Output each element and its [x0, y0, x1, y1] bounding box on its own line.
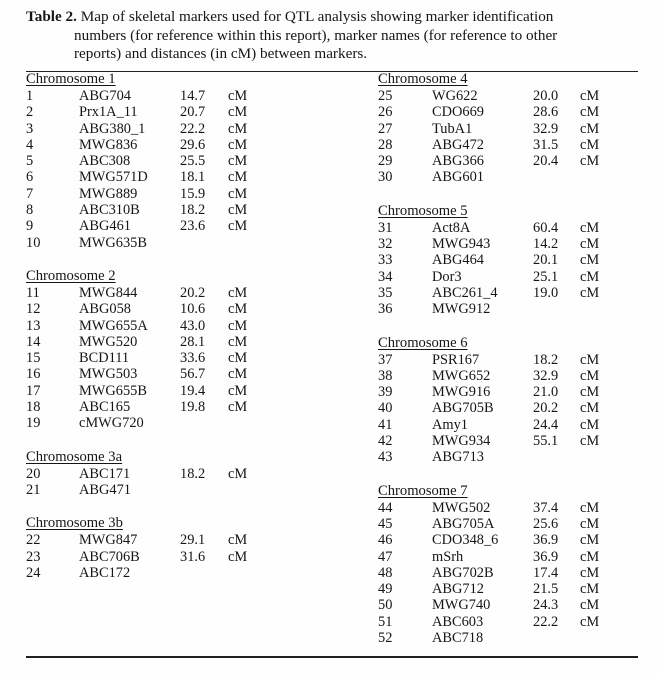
- marker-distance: 20.1: [533, 252, 559, 269]
- marker-distance: 29.1: [180, 532, 206, 549]
- chromosome-heading: Chromosome 7: [378, 482, 468, 499]
- chromosome-group: [378, 202, 640, 318]
- distance-unit: cM: [580, 416, 600, 433]
- caption-line-1: [26, 8, 638, 27]
- marker-number: 41: [378, 416, 393, 433]
- marker-name: MWG571D: [79, 169, 148, 186]
- marker-distance: 28.1: [180, 333, 206, 350]
- marker-number: 37: [378, 351, 393, 368]
- marker-name: TubA1: [432, 120, 473, 137]
- marker-distance: 20.2: [180, 284, 206, 301]
- marker-row: [26, 549, 336, 565]
- marker-distance: 20.2: [533, 400, 559, 417]
- distance-unit: cM: [580, 351, 600, 368]
- marker-number: 4: [26, 136, 34, 153]
- marker-name: MWG635B: [79, 234, 147, 251]
- chromosome-heading: Chromosome 1: [26, 71, 116, 87]
- marker-distance: 60.4: [533, 219, 559, 236]
- marker-distance: 23.6: [180, 218, 206, 235]
- marker-name: MWG520: [79, 333, 138, 350]
- marker-name: ABG705B: [432, 400, 494, 417]
- marker-distance: 19.4: [180, 382, 206, 399]
- distance-unit: cM: [228, 399, 248, 416]
- marker-row: [26, 482, 336, 498]
- group-spacer: [26, 432, 336, 448]
- marker-row: [26, 466, 336, 482]
- distance-unit: cM: [580, 252, 600, 269]
- distance-unit: cM: [580, 236, 600, 253]
- marker-number: 24: [26, 564, 41, 581]
- distance-unit: cM: [228, 169, 248, 186]
- marker-name: ABC308: [79, 153, 131, 170]
- marker-distance: 20.4: [533, 153, 559, 170]
- marker-number: 17: [26, 382, 41, 399]
- marker-number: 6: [26, 169, 34, 186]
- marker-row: [378, 220, 640, 236]
- marker-distance: 32.9: [533, 120, 559, 137]
- marker-number: 39: [378, 384, 393, 401]
- distance-unit: cM: [228, 136, 248, 153]
- marker-distance: 20.0: [533, 88, 559, 104]
- marker-number: 29: [378, 153, 393, 170]
- marker-name: ABG461: [79, 218, 131, 235]
- marker-name: MWG943: [432, 236, 491, 253]
- distance-unit: cM: [580, 433, 600, 450]
- marker-row: [26, 318, 336, 334]
- caption-line-2: numbers (for reference within this report), marker names (for reference to other: [74, 26, 558, 44]
- marker-number: 49: [378, 581, 393, 598]
- marker-row: [378, 384, 640, 400]
- marker-row: [378, 301, 640, 317]
- marker-number: 14: [26, 333, 41, 350]
- marker-row: [378, 532, 640, 548]
- marker-name: MWG655B: [79, 382, 147, 399]
- marker-row: [26, 285, 336, 301]
- marker-row: [26, 88, 336, 104]
- marker-name: BCD111: [79, 350, 130, 367]
- marker-row: [26, 565, 336, 581]
- marker-name: ABG380_1: [79, 120, 146, 137]
- marker-distance: 56.7: [180, 366, 206, 383]
- left-column: [26, 70, 336, 581]
- marker-distance: 14.7: [180, 88, 206, 104]
- distance-unit: cM: [228, 333, 248, 350]
- marker-row: [378, 169, 640, 185]
- marker-row: [378, 597, 640, 613]
- marker-number: 12: [26, 301, 41, 318]
- marker-number: 13: [26, 317, 41, 334]
- marker-name: ABC310B: [79, 202, 140, 219]
- marker-name: ABG601: [432, 169, 484, 186]
- marker-row: [378, 516, 640, 532]
- marker-number: 46: [378, 532, 393, 549]
- marker-row: [378, 269, 640, 285]
- marker-name: ABG058: [79, 301, 131, 318]
- marker-distance: 19.0: [533, 284, 559, 301]
- marker-name: MWG652: [432, 367, 491, 384]
- marker-distance: 36.9: [533, 548, 559, 565]
- distance-unit: cM: [580, 367, 600, 384]
- marker-name: ABG705A: [432, 515, 495, 532]
- marker-number: 2: [26, 104, 34, 121]
- marker-distance: 18.2: [180, 465, 206, 482]
- marker-name: MWG916: [432, 384, 491, 401]
- marker-number: 1: [26, 88, 34, 104]
- marker-distance: 33.6: [180, 350, 206, 367]
- marker-row: [378, 581, 640, 597]
- marker-name: CDO348_6: [432, 532, 499, 549]
- marker-number: 48: [378, 564, 393, 581]
- marker-distance: 10.6: [180, 301, 206, 318]
- marker-distance: 37.4: [533, 499, 559, 516]
- marker-distance: 18.2: [533, 351, 559, 368]
- distance-unit: cM: [580, 515, 600, 532]
- marker-row: [26, 350, 336, 366]
- marker-distance: 36.9: [533, 532, 559, 549]
- marker-name: ABG472: [432, 136, 484, 153]
- distance-unit: cM: [580, 499, 600, 516]
- marker-distance: 29.6: [180, 136, 206, 153]
- marker-name: ABG366: [432, 153, 484, 170]
- marker-row: [378, 368, 640, 384]
- marker-row: [26, 104, 336, 120]
- marker-name: ABG471: [79, 481, 131, 498]
- marker-name: Prx1A_11: [79, 104, 138, 121]
- marker-row: [378, 565, 640, 581]
- marker-row: [378, 400, 640, 416]
- marker-row: [378, 433, 640, 449]
- distance-unit: cM: [580, 219, 600, 236]
- marker-distance: 19.8: [180, 399, 206, 416]
- marker-distance: 25.5: [180, 153, 206, 170]
- chromosome-group: [378, 70, 640, 186]
- marker-row: [26, 399, 336, 415]
- marker-name: MWG889: [79, 185, 138, 202]
- marker-distance: 22.2: [533, 613, 559, 630]
- marker-name: MWG844: [79, 284, 138, 301]
- chromosome-heading: Chromosome 3a: [26, 448, 123, 465]
- marker-name: Amy1: [432, 416, 468, 433]
- marker-number: 30: [378, 169, 393, 186]
- distance-unit: cM: [228, 317, 248, 334]
- marker-name: MWG912: [432, 301, 491, 318]
- distance-unit: cM: [580, 120, 600, 137]
- distance-unit: cM: [228, 301, 248, 318]
- marker-distance: 43.0: [180, 317, 206, 334]
- marker-number: 27: [378, 120, 393, 137]
- marker-distance: 18.2: [180, 202, 206, 219]
- marker-number: 52: [378, 630, 393, 647]
- distance-unit: cM: [228, 202, 248, 219]
- chromosome-heading: Chromosome 2: [26, 267, 116, 284]
- distance-unit: cM: [228, 284, 248, 301]
- marker-distance: 15.9: [180, 185, 206, 202]
- marker-row: [26, 202, 336, 218]
- marker-distance: 20.7: [180, 104, 206, 121]
- marker-row: [378, 252, 640, 268]
- distance-unit: cM: [580, 136, 600, 153]
- marker-number: 16: [26, 366, 41, 383]
- marker-distance: 25.6: [533, 515, 559, 532]
- marker-row: [378, 137, 640, 153]
- marker-number: 32: [378, 236, 393, 253]
- marker-row: [26, 186, 336, 202]
- marker-number: 34: [378, 268, 393, 285]
- marker-name: mSrh: [432, 548, 464, 565]
- marker-name: ABG712: [432, 581, 484, 598]
- marker-number: 20: [26, 465, 41, 482]
- distance-unit: cM: [580, 532, 600, 549]
- marker-number: 45: [378, 515, 393, 532]
- marker-name: ABC718: [432, 630, 484, 647]
- marker-number: 28: [378, 136, 393, 153]
- marker-name: MWG502: [432, 499, 491, 516]
- marker-row: [26, 169, 336, 185]
- marker-number: 18: [26, 399, 41, 416]
- distance-unit: cM: [580, 284, 600, 301]
- distance-unit: cM: [228, 382, 248, 399]
- marker-name: ABC165: [79, 399, 131, 416]
- marker-row: [26, 218, 336, 234]
- right-column: [378, 70, 640, 646]
- marker-number: 9: [26, 218, 34, 235]
- marker-row: [378, 630, 640, 646]
- marker-distance: 25.1: [533, 268, 559, 285]
- marker-number: 40: [378, 400, 393, 417]
- marker-row: [378, 121, 640, 137]
- marker-distance: 22.2: [180, 120, 206, 137]
- distance-unit: cM: [228, 88, 248, 104]
- marker-number: 31: [378, 219, 393, 236]
- marker-row: [378, 352, 640, 368]
- marker-number: 5: [26, 153, 34, 170]
- marker-distance: 55.1: [533, 433, 559, 450]
- table-caption: [26, 8, 638, 64]
- distance-unit: cM: [228, 532, 248, 549]
- chromosome-heading: Chromosome 3b: [26, 515, 123, 532]
- distance-unit: cM: [580, 400, 600, 417]
- marker-distance: 21.5: [533, 581, 559, 598]
- marker-name: ABG704: [79, 88, 131, 104]
- table-label: Table 2.: [26, 8, 77, 25]
- group-spacer: [26, 498, 336, 514]
- marker-name: ABG713: [432, 449, 484, 466]
- marker-name: MWG934: [432, 433, 491, 450]
- chromosome-heading: Chromosome 4: [378, 71, 468, 87]
- marker-number: 50: [378, 597, 393, 614]
- caption-text-1: Map of skeletal markers used for QTL analysis showing marker identification: [80, 8, 554, 25]
- marker-number: 21: [26, 481, 41, 498]
- marker-name: MWG847: [79, 532, 138, 549]
- marker-name: ABG464: [432, 252, 484, 269]
- marker-row: [378, 285, 640, 301]
- distance-unit: cM: [228, 120, 248, 137]
- distance-unit: cM: [228, 185, 248, 202]
- group-spacer: [378, 318, 640, 334]
- marker-row: [26, 301, 336, 317]
- marker-name: MWG740: [432, 597, 491, 614]
- marker-row: [378, 549, 640, 565]
- distance-unit: cM: [228, 153, 248, 170]
- chromosome-group: [378, 482, 640, 647]
- marker-distance: 28.6: [533, 104, 559, 121]
- caption-line-3: reports) and distances (in cM) between markers.: [74, 45, 368, 62]
- distance-unit: cM: [228, 465, 248, 482]
- distance-unit: cM: [228, 350, 248, 367]
- marker-row: [378, 88, 640, 104]
- marker-number: 36: [378, 301, 393, 318]
- marker-number: 22: [26, 532, 41, 549]
- distance-unit: cM: [580, 153, 600, 170]
- group-spacer: [26, 251, 336, 267]
- marker-distance: 24.3: [533, 597, 559, 614]
- marker-name: MWG503: [79, 366, 138, 383]
- distance-unit: cM: [228, 366, 248, 383]
- marker-number: 7: [26, 185, 34, 202]
- marker-row: [378, 153, 640, 169]
- distance-unit: cM: [228, 218, 248, 235]
- distance-unit: cM: [228, 104, 248, 121]
- marker-name: ABC171: [79, 465, 131, 482]
- chromosome-group: [26, 448, 336, 499]
- marker-number: 35: [378, 284, 393, 301]
- group-spacer: [378, 466, 640, 482]
- marker-row: [378, 449, 640, 465]
- marker-number: 26: [378, 104, 393, 121]
- marker-distance: 14.2: [533, 236, 559, 253]
- marker-name: ABC603: [432, 613, 484, 630]
- marker-row: [26, 121, 336, 137]
- chromosome-group: [26, 514, 336, 581]
- marker-row: [26, 137, 336, 153]
- distance-unit: cM: [580, 268, 600, 285]
- marker-name: PSR167: [432, 351, 480, 368]
- marker-row: [26, 153, 336, 169]
- distance-unit: cM: [580, 564, 600, 581]
- marker-name: ABG702B: [432, 564, 494, 581]
- chromosome-group: [378, 334, 640, 466]
- marker-distance: 32.9: [533, 367, 559, 384]
- marker-row: [378, 236, 640, 252]
- distance-unit: cM: [580, 104, 600, 121]
- marker-number: 25: [378, 88, 393, 104]
- marker-row: [26, 383, 336, 399]
- marker-number: 44: [378, 499, 393, 516]
- marker-row: [378, 417, 640, 433]
- distance-unit: cM: [580, 88, 600, 104]
- chromosome-group: [26, 70, 336, 251]
- marker-name: WG622: [432, 88, 478, 104]
- marker-name: CDO669: [432, 104, 484, 121]
- marker-number: 10: [26, 234, 41, 251]
- marker-distance: 31.5: [533, 136, 559, 153]
- marker-number: 23: [26, 548, 41, 565]
- chromosome-group: [26, 267, 336, 432]
- marker-row: [26, 235, 336, 251]
- marker-name: Act8A: [432, 219, 471, 236]
- distance-unit: cM: [228, 548, 248, 565]
- marker-number: 19: [26, 415, 41, 432]
- marker-row: [26, 366, 336, 382]
- marker-name: MWG836: [79, 136, 138, 153]
- marker-number: 8: [26, 202, 34, 219]
- chromosome-heading: Chromosome 6: [378, 334, 468, 351]
- distance-unit: cM: [580, 581, 600, 598]
- marker-row: [26, 532, 336, 548]
- chromosome-heading: Chromosome 5: [378, 202, 468, 219]
- marker-row: [26, 334, 336, 350]
- marker-row: [378, 500, 640, 516]
- marker-distance: 24.4: [533, 416, 559, 433]
- marker-number: 11: [26, 284, 40, 301]
- marker-number: 33: [378, 252, 393, 269]
- marker-name: ABC706B: [79, 548, 140, 565]
- marker-name: cMWG720: [79, 415, 144, 432]
- marker-name: MWG655A: [79, 317, 148, 334]
- distance-unit: cM: [580, 548, 600, 565]
- marker-name: Dor3: [432, 268, 462, 285]
- marker-distance: 17.4: [533, 564, 559, 581]
- marker-number: 47: [378, 548, 393, 565]
- distance-unit: cM: [580, 384, 600, 401]
- marker-number: 51: [378, 613, 393, 630]
- marker-distance: 31.6: [180, 548, 206, 565]
- marker-distance: 21.0: [533, 384, 559, 401]
- marker-name: ABC261_4: [432, 284, 498, 301]
- marker-number: 38: [378, 367, 393, 384]
- marker-row: [378, 104, 640, 120]
- marker-row: [378, 614, 640, 630]
- marker-number: 15: [26, 350, 41, 367]
- bottom-rule: [26, 656, 638, 658]
- marker-number: 43: [378, 449, 393, 466]
- distance-unit: cM: [580, 613, 600, 630]
- marker-distance: 18.1: [180, 169, 206, 186]
- marker-row: [26, 415, 336, 431]
- distance-unit: cM: [580, 597, 600, 614]
- marker-number: 3: [26, 120, 34, 137]
- group-spacer: [378, 186, 640, 202]
- marker-number: 42: [378, 433, 393, 450]
- marker-name: ABC172: [79, 564, 131, 581]
